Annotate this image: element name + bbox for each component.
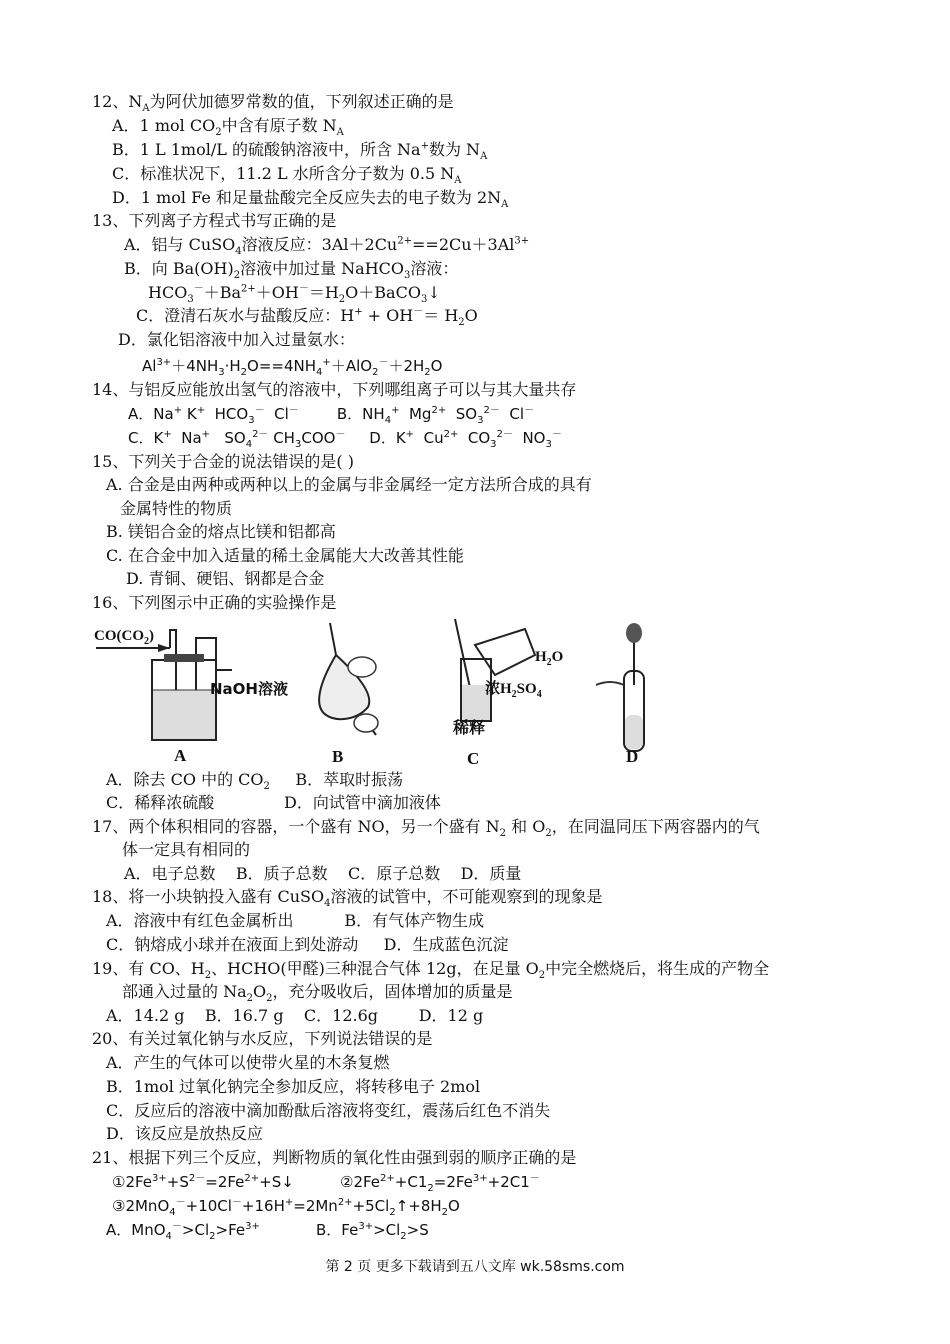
q12-option-a: A．1 mol $CO_2$中含有原子数 $N_A$ — [112, 116, 344, 139]
q17-stem-cont: 体一定具有相同的 — [122, 840, 251, 859]
q16-stem: 16、下列图示中正确的实验操作是 — [92, 593, 337, 612]
q16-option-c: C．稀释浓硫酸 — [106, 793, 215, 812]
q21-reaction-3: $③2MnO_4^-+10Cl^-+16H^+=2Mn^{2+}+5Cl_2↑+8H_2O$ — [112, 1197, 460, 1218]
q19-options: A．14.2 g B．16.7 g C．12.6g D．12 g — [106, 1006, 484, 1025]
q15-option-a: A. 合金是由两种或两种以上的金属与非金属经一定方法所合成的具有 — [106, 475, 592, 494]
q19-stem: 19、有 CO、$H_2$、HCHO(甲醛)三种混合气体 12g，在足量 $O_2$中完全燃烧后，将生成的产物全 — [92, 959, 770, 982]
q13-option-d-equation: $Al^{3+}+4NH_3\cdot H_2O==4NH_4^++AlO_2^-+2H_2O$ — [142, 357, 443, 378]
q15-option-b: B. 镁铝合金的熔点比镁和铝都高 — [106, 522, 336, 541]
q13-option-c: C．澄清石灰水与盐酸反应：$H^+ + OH^-= H_2O$ — [136, 306, 478, 329]
q21-option-b: B．$Fe^{3+}>Cl_2>S$ — [316, 1221, 429, 1242]
q14-options-cd: C．K+ Na+ $SO_4^{2-}$ $CH_3COO^-$ D．K+ $Cu^{2+}$ $CO_3^{2-}$ $NO_3^-$ — [128, 429, 562, 450]
q19-stem-cont: 部通入过量的 $Na_2O_2$，充分吸收后，固体增加的质量是 — [122, 982, 513, 1005]
q21-option-a: A．$MnO_4^->Cl_2>Fe^{3+}$ — [106, 1221, 260, 1242]
figure-d-dropper — [590, 615, 690, 770]
figure-c-diluting: $H_2O$ 浓$H_2SO_4$ 稀释 C — [435, 615, 585, 770]
q18-options-cd: C．钠熔成小球并在液面上到处游动 D．生成蓝色沉淀 — [106, 935, 509, 954]
q14-stem: 14、与铝反应能放出氢气的溶液中，下列哪组离子可以与其大量共存 — [92, 380, 577, 399]
q13-option-b-equation: $HCO_3^-+Ba^{2+}+OH^-=H_2O+BaCO_3↓$ — [148, 283, 441, 306]
q20-option-a: A．产生的气体可以使带火星的木条复燃 — [106, 1053, 390, 1072]
figure-c-label: C — [467, 749, 480, 768]
q21-reaction-1: $①2Fe^{3+}+S^{2-}=2Fe^{2+}+S↓$ — [112, 1173, 294, 1191]
figure-a-label: A — [174, 746, 187, 765]
q18-options-ab: A．溶液中有红色金属析出 B．有气体产物生成 — [106, 911, 485, 930]
q13-option-d: D．氯化铝溶液中加入过量氨水： — [118, 330, 355, 349]
q12-option-b: B．1 L 1mol/L 的硫酸钠溶液中，所含 Na+数为 $N_A$ — [112, 140, 488, 163]
q16-option-d: D．向试管中滴加液体 — [284, 793, 441, 812]
q16-options-ab: A．除去 CO 中的 $CO_2$ B．萃取时振荡 — [106, 770, 404, 793]
q20-option-d: D．该反应是放热反应 — [106, 1124, 263, 1143]
figure-a-gas-washing: $CO(CO_2)$ NaOH溶液 A — [94, 628, 288, 765]
q20-option-c: C．反应后的溶液中滴加酚酞后溶液将变红，震荡后红色不消失 — [106, 1101, 551, 1120]
figure-d-label: D — [626, 747, 639, 766]
q12-option-c: C．标准状况下，11.2 L 水所含分子数为 0.5 $N_A$ — [112, 164, 462, 187]
q15-stem: 15、下列关于合金的说法错误的是( ) — [92, 452, 354, 471]
q12-option-d: D．1 mol Fe 和足量盐酸完全反应失去的电子数为 $2N_A$ — [112, 188, 509, 211]
q15-option-a-cont: 金属特性的物质 — [120, 499, 233, 518]
q21-reaction-2: $②2Fe^{2+}+C1_2=2Fe^{3+}+2C1^-$ — [340, 1173, 540, 1194]
page-footer: 第 2 页 更多下载请到五八文库 wk.58sms.com — [325, 1259, 625, 1275]
figure-b-separatory-funnel — [300, 615, 400, 770]
q12-stem: 12、$N_A$为阿伏加德罗常数的值，下列叙述正确的是 — [92, 92, 454, 115]
q13-option-a: A．铝与 CuSO$_4$溶液反应：$3Al+2Cu^{2+}==2Cu+3Al^{3+}$ — [124, 235, 530, 258]
q17-options: A．电子总数 B．质子总数 C．原子总数 D．质量 — [124, 864, 522, 883]
q15-option-d: D. 青铜、硬铝、钢都是合金 — [126, 569, 325, 588]
q14-options-ab: A．Na+ K+ $HCO_3^-$ Cl－ B．$NH_4^+$ $Mg^{2+}$ $SO_3^{2-}$ Cl－ — [128, 405, 535, 426]
q13-stem: 13、下列离子方程式书写正确的是 — [92, 211, 337, 230]
q15-option-c: C. 在合金中加入适量的稀土金属能大大改善其性能 — [106, 546, 464, 565]
figure-b-label: B — [332, 747, 344, 766]
q13-option-b: B．向 $Ba(OH)_2$溶液中加过量 NaHCO$_3$溶液： — [124, 259, 459, 282]
q21-stem: 21、根据下列三个反应，判断物质的氧化性由强到弱的顺序正确的是 — [92, 1148, 577, 1167]
q17-stem: 17、两个体积相同的容器，一个盛有 NO，另一个盛有 $N_2$ 和 $O_2$，在同温同压下两容器内的气 — [92, 817, 760, 840]
q18-stem: 18、将一小块钠投入盛有 CuSO$_4$溶液的试管中，不可能观察到的现象是 — [92, 887, 603, 910]
q20-stem: 20、有关过氧化钠与水反应，下列说法错误的是 — [92, 1029, 433, 1048]
q20-option-b: B．1mol 过氧化钠完全参加反应，将转移电子 2mol — [106, 1077, 481, 1096]
